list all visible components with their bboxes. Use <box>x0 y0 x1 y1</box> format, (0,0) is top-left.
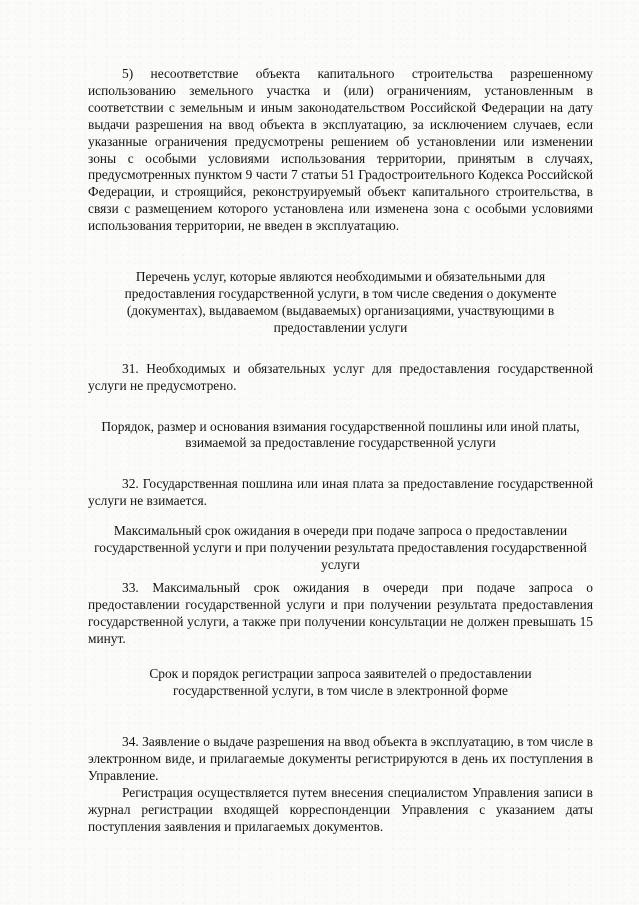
paragraph-item-31: 31. Необходимых и обязательных услуг для предоставления государственной услуги не предусмотрено. <box>88 360 593 393</box>
heading-required-services: Перечень услуг, которые являются необходимыми и обязательными для предоставления государственной услуги, в том числе сведения о документе (документах), выдаваемом (выдаваемых) организациями, участвующими в предоставлении услуги <box>124 269 557 335</box>
paragraph-item-32: 32. Государственная пошлина или иная плата за предоставление государственной услуги не взимается. <box>88 476 593 509</box>
heading-state-fee: Порядок, размер и основания взимания государственной пошлины или иной платы, взимаемой за предоставление государственной услуги <box>101 418 580 451</box>
paragraph-item-33: 33. Максимальный срок ожидания в очереди при подаче запроса о предоставлении государственной услуги и при получении результата предоставления государственной услуги, а также при получении консультации не должен превышать 15 минут. <box>88 579 593 646</box>
heading-request-registration: Срок и порядок регистрации запроса заявителей о предоставлении государственной услуги, в том числе в электронной форме <box>149 666 532 699</box>
paragraph-item-34-registration: Регистрация осуществляется путем внесения специалистом Управления записи в журнал регистрации входящей корреспонденции Управления с указанием даты поступления заявления и прилагаемых документов. <box>88 785 593 834</box>
paragraph-item-5: 5) несоответствие объекта капитального строительства разрешенному использованию земельного участка и (или) ограничениям, установленным в соответствии с земельным и иным законодательством Российской Федерации на дату выдачи разрешения на ввод объекта в эксплуатацию, за исключением случаев, если указанные ограничения предусмотрены решением об установлении или изменении зоны с особыми условиями использования территории, принятым в случаях, предусмотренных пунктом 9 части 7 статьи 51 Градостроительного Кодекса Российской Федерации, и строящийся, реконструируемый объект капитального строительства, в связи с размещением которого установлена или изменена зона с особыми условиями использования территории, не введен в эксплуатацию. <box>88 66 593 234</box>
paragraph-item-34: 34. Заявление о выдаче разрешения на ввод объекта в эксплуатацию, в том числе в электронном виде, и прилагаемые документы регистрируются в день их поступления в Управление. <box>88 734 593 784</box>
heading-max-waiting-time: Максимальный срок ожидания в очереди при подаче запроса о предоставлении государственной услуги и при получении результата предоставления государственной услуги <box>94 523 587 572</box>
